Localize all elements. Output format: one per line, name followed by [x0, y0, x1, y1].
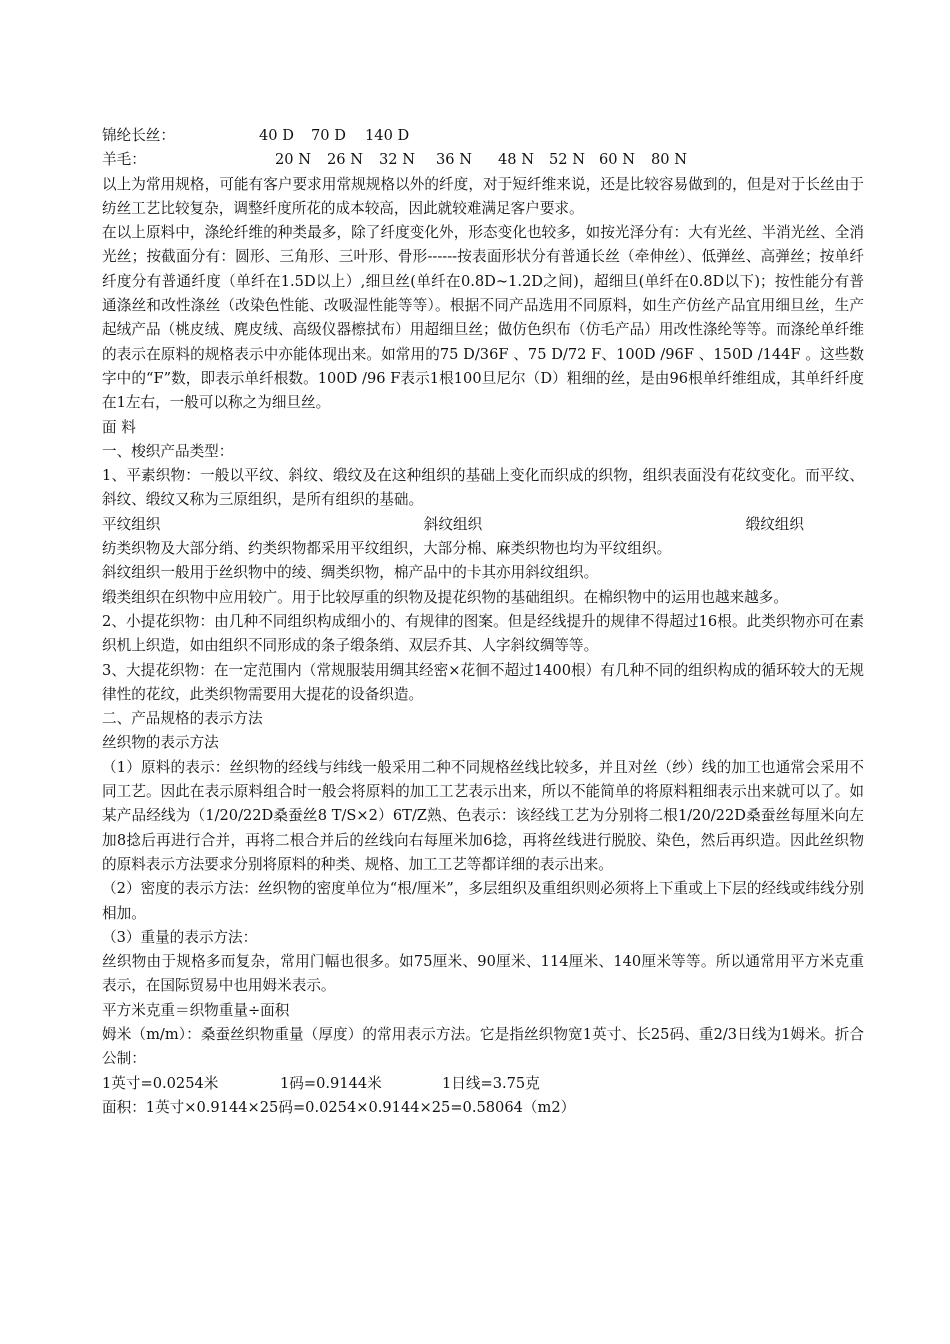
paragraph: 缎类组织在织物中应用较广。用于比较厚重的织物及提花织物的基础组织。在棉织物中的运用也越来越多。	[102, 588, 788, 606]
wool-spec-row	[102, 148, 864, 172]
paragraph: 以上为常用规格，可能有客户要求用常规规格以外的纤度，对于短纤维来说，还是比较容易做到的，但是对于长丝由于纺丝工艺比较复杂，调整纤度所花的成本较高，因此就较难满足客户要求。	[102, 175, 864, 217]
nylon-value: 140 D	[365, 127, 410, 144]
conversion-row	[102, 1072, 864, 1096]
paragraph: 纺类织物及大部分绡、约类织物都采用平纹组织，大部分棉、麻类织物也均为平纹组织。	[102, 540, 672, 558]
wool-value: 36 N	[436, 151, 472, 169]
section-heading: 二、产品规格的表示方法	[102, 710, 263, 728]
conversion-yard: 1码=0.9144米	[280, 1074, 382, 1092]
paragraph: 1、平素织物：一般以平纹、斜纹、缎纹及在这种组织的基础上变化而织成的织物，组织表面没有花纹变化。而平纹、斜纹、缎纹又称为三原组织，是所有组织的基础。	[102, 467, 864, 509]
nylon-value: 40 D	[259, 127, 294, 144]
paragraph: 在以上原料中，涤纶纤维的种类最多，除了纤度变化外，形态变化也较多，如按光泽分有：大有光丝、半消光丝、全消光丝；按截面分有：圆形、三角形、三叶形、骨形------按表面形状分有普通长丝（牵伸丝）、低弹丝、高弹丝；按单纤纤度分有普通纤度（单纤在1.5D以上）,细旦丝(单纤在0.8D~1.2D之间)，超细旦(单纤在0.8D以下)；按性能分有普通涤丝和改性涤丝（改染色性能、改吸湿性能等等）。根据不同产品选用不同原料，如生产仿丝产品宜用细旦丝，生产起绒产品（桃皮绒、麂皮绒、高级仪器檫拭布）用超细旦丝；做仿色织布（仿毛产品）用改性涤纶等等。而涤纶单纤维的表示在原料的规格表示中亦能体现出来。如常用的75 D/36F 、75 D/72 F、100D /96F 、150D /144F 。这些数字中的“F”数，即表示单纤根数。100D /96 F表示1根100旦尼尔（D）粗细的丝，是由96根单纤维组成，其单纤纤度在1左右，一般可以称之为细旦丝。	[102, 224, 864, 412]
section-heading: 一、梭织产品类型：	[102, 442, 234, 460]
weave-plain-label: 平纹组织	[102, 515, 161, 533]
weave-types-row	[102, 513, 864, 537]
nylon-value: 70 D	[311, 127, 346, 144]
conversion-riline: 1日线=3.75克	[442, 1074, 540, 1092]
paragraph: （2）密度的表示方法：丝织物的密度单位为“根/厘米”，多层组织及重组织则必须将上下重或上下层的经线或纬线分别相加。	[102, 880, 864, 922]
nylon-spec-row	[102, 124, 864, 148]
wool-value: 52 N	[549, 151, 585, 169]
weave-satin-label: 缎纹组织	[745, 515, 804, 533]
weave-twill-label: 斜纹组织	[423, 515, 483, 533]
wool-value: 26 N	[327, 151, 363, 169]
paragraph: 2、小提花织物：由几种不同组织构成细小的、有规律的图案。但是经线提升的规律不得超过16根。此类织物亦可在素织机上织造，如由组织不同形成的条子缎条绡、双层乔其、人字斜纹绸等等。	[102, 612, 864, 655]
wool-value: 60 N	[599, 151, 635, 169]
wool-value: 20 N	[275, 151, 311, 169]
conversion-inch: 1英寸=0.0254米	[102, 1074, 219, 1092]
formula-line: 面积：1英寸×0.9144×25码=0.0254×0.9144×25=0.58064（m2）	[102, 1098, 576, 1116]
paragraph: 斜纹组织一般用于丝织物中的绫、绸类织物，棉产品中的卡其亦用斜纹组织。	[102, 564, 599, 582]
nylon-values	[259, 124, 409, 148]
nylon-label: 锦纶长丝：	[102, 127, 175, 144]
subsection-heading: 丝织物的表示方法	[102, 734, 219, 752]
formula-line: 平方米克重＝织物重量÷面积	[102, 1001, 290, 1019]
wool-value: 80 N	[651, 151, 687, 169]
wool-value: 32 N	[379, 151, 415, 169]
wool-value: 48 N	[498, 151, 534, 169]
document-page	[102, 124, 864, 1120]
wool-label: 羊毛：	[102, 151, 146, 169]
paragraph: 3、大提花织物：在一定范围内（常规服装用绸其经密×花徊不超过1400根）有几种不同的组织构成的循环较大的无规律性的花纹，此类织物需要用大提花的设备织造。	[102, 661, 864, 703]
section-heading-fabric: 面 料	[102, 418, 136, 436]
subsection-heading: （3）重量的表示方法：	[102, 928, 258, 946]
paragraph: （1）原料的表示：丝织物的经线与纬线一般采用二种不同规格丝线比较多，并且对丝（纱）线的加工也通常会采用不同工艺。因此在表示原料组合时一般会将原料的加工工艺表示出来，所以不能简单的将原料粗细表示出来就可以了。如某产品经线为（1/20/22D桑蚕丝8 T/S×2）6T/Z熟、色表示：该经线工艺为分别将二根1/20/22D桑蚕丝每厘米向左加8捻后再进行合并，再将二根合并后的丝线向右每厘米加6捻，再将丝线进行脱胶、染色，然后再织造。因此丝织物的原料表示方法要求分别将原料的种类、规格、加工工艺等都详细的表示出来。	[102, 758, 864, 873]
paragraph: 姆米（m/m）：桑蚕丝织物重量（厚度）的常用表示方法。它是指丝织物宽1英寸、长25码、重2/3日线为1姆米。折合公制：	[102, 1025, 864, 1068]
wool-values	[275, 148, 687, 172]
paragraph: 丝织物由于规格多而复杂，常用门幅也很多。如75厘米、90厘米、114厘米、140厘米等等。所以通常用平方米克重表示，在国际贸易中也用姆米表示。	[102, 953, 864, 995]
